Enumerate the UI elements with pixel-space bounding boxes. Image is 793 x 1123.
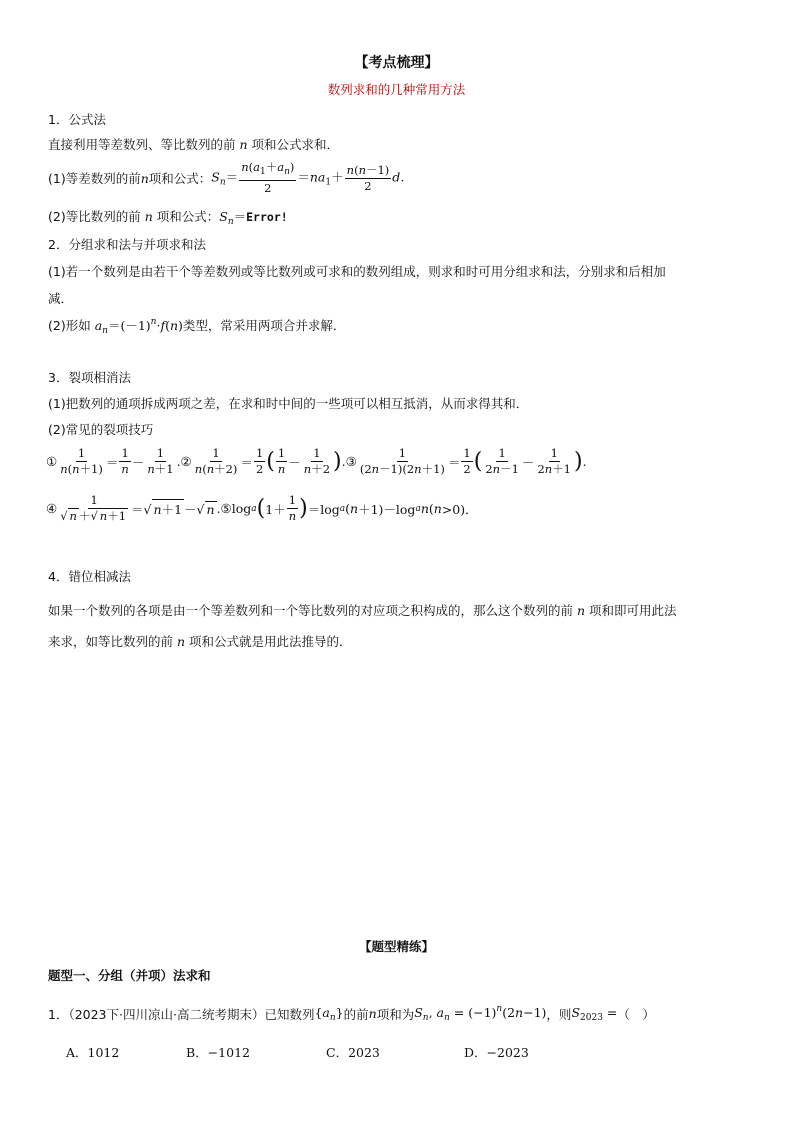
- var-n: n: [576, 603, 586, 618]
- formula-alternating: $a_n=(-1)^n\cdot f(n)$: [94, 317, 183, 336]
- section-2-heading: 2．分组求和法与并项求和法: [48, 237, 206, 252]
- item-text: (2)形如: [48, 318, 95, 333]
- section-4-line-2: [48, 632, 352, 650]
- page-title: 【考点梳理】: [354, 55, 439, 71]
- telescoping-formulas-line-2: ④ $\frac{1}{√ n +√ n+1}$ ＝√ n＋1 －√ n .⑤log a ( 1＋ $\frac{1}{n}$ ) ＝log a ( n ＋1)－log a n ( n >0)．: [46, 493, 478, 523]
- intro-text-end: 项和公式求和．: [247, 137, 340, 152]
- choice-b[interactable]: B．−1012: [186, 1045, 250, 1060]
- item-text: (1)等差数列的前: [48, 171, 141, 186]
- text-end: 项和即可用此法: [585, 603, 677, 618]
- section-1-intro: [48, 135, 339, 153]
- practice-title: 【题型精练】: [358, 939, 434, 954]
- var-n: n: [140, 170, 149, 186]
- section-2-item-1-line-1: (1)若一个数列是由若干个等差数列或等比数列或可求和的数列组成，则求和时可用分组求和法，分别求和后相加: [48, 264, 666, 279]
- question-text: 的前: [343, 1006, 369, 1022]
- var-n: n: [368, 1006, 377, 1021]
- item-text-end: 项和公式：: [152, 209, 220, 224]
- sequence-an: $\{a_n\}$: [314, 1004, 344, 1023]
- sequence-formula: $S_n$, $a_n = (-1)^n(2n-1)$: [414, 1004, 547, 1023]
- question-type-1: 题型一、分组（并项）法求和: [48, 968, 211, 983]
- item-text-end: 项和公式：: [148, 171, 212, 186]
- section-4-heading: 4．错位相减法: [48, 569, 131, 584]
- page-subtitle: 数列求和的几种常用方法: [327, 82, 466, 97]
- question-text: 项和为: [376, 1006, 415, 1022]
- section-3-heading: 3．裂项相消法: [48, 370, 131, 385]
- formula-arith-sum: $S_n=$ $\frac{n(a_1+a_n)}{2}$ $=na_1+$ $\frac{n(n-1)}{2}$ d.: [211, 160, 405, 195]
- error-text: Error!: [246, 210, 288, 224]
- target-sum: $S_{2023}$ =: [571, 1004, 618, 1023]
- section-4-line-1: [48, 601, 677, 619]
- section-2-item-2: [48, 316, 345, 336]
- section-3-item-2: (2)常见的裂项技巧: [48, 422, 154, 437]
- text: 如果一个数列的各项是由一个等差数列和一个等比数列的对应项之积构成的，那么这个数列的前: [48, 603, 577, 618]
- choice-c[interactable]: C．2023: [326, 1045, 380, 1060]
- choice-d[interactable]: D．−2023: [464, 1045, 529, 1060]
- intro-text: 直接利用等差数列、等比数列的前: [48, 137, 240, 152]
- text: 来求，如等比数列的前: [48, 634, 177, 649]
- section-1-item-1: [48, 160, 404, 196]
- text-end: 项和公式就是用此法推导的．: [185, 634, 352, 649]
- section-1-item-2: [48, 207, 288, 227]
- question-text: 1．（2023下·四川凉山·高二统考期末）已知数列: [48, 1006, 315, 1022]
- section-3-item-1: (1)把数列的通项拆成两项之差，在求和时中间的一些项可以相互抵消，从而求得其和．: [48, 396, 529, 411]
- var-n: n: [239, 137, 248, 152]
- question-text: ，则: [546, 1006, 572, 1022]
- answer-blank: （ ）: [617, 1006, 655, 1022]
- section-1-heading: 1．公式法: [48, 112, 106, 127]
- item-text-end: 类型，常采用两项合并求解．: [182, 318, 346, 333]
- formula-geo-sum: $S_n=$: [219, 209, 247, 227]
- choice-a[interactable]: A．1012: [66, 1045, 120, 1060]
- var-n: n: [144, 209, 153, 224]
- item-text: (2)等比数列的前: [48, 209, 145, 224]
- section-2-item-1-line-2: 减．: [48, 291, 74, 306]
- telescoping-formulas-line-1: ① $\frac{1}{n(n+1)}$ ＝ $\frac{1}{n}$ － $\frac{1}{n+1}$ .② $\frac{1}{n(n+2)}$ ＝ $\frac{1}{2}$ ( $\frac{1}{n}$ － $\frac{1}{n+2}$ ) .③ $\frac{1}{(2n-1)(2n+1)}$ ＝ $\frac{1}{2}$ ( $\frac{1}{2n-1}$ － $\frac{1}{2n+1}$ ) .: [46, 446, 587, 476]
- question-1: [48, 1004, 655, 1023]
- var-n: n: [176, 634, 186, 649]
